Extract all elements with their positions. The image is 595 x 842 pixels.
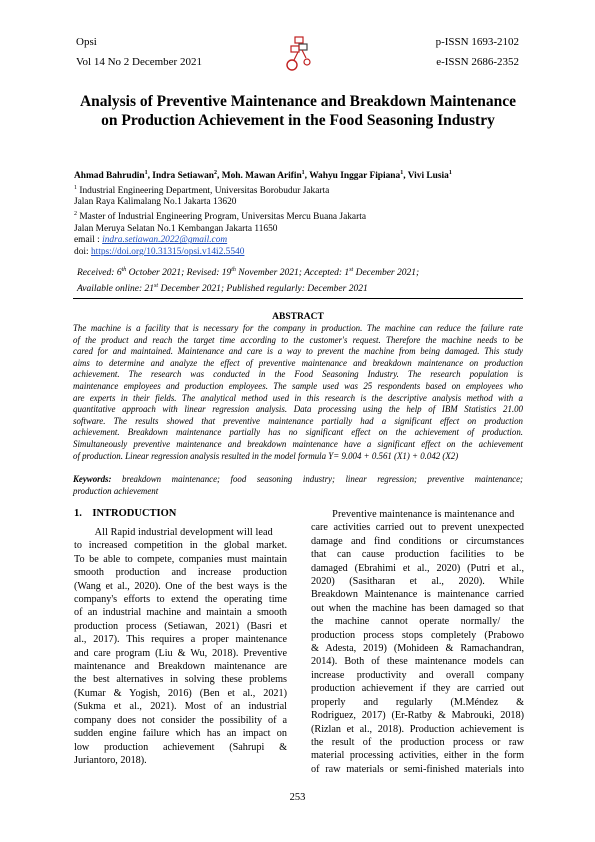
author-affiliation-mark: 2	[214, 170, 218, 176]
body-text-line: (Rizlan et al., 2018). Production achievement is	[311, 723, 524, 735]
body-text-line: material processing activities, either in the form	[311, 750, 524, 762]
author-affiliation-mark: 1	[448, 170, 452, 176]
body-text-line: Rodriguez, 2017) (Er-Ratby & Mabrouki, 2018)	[311, 710, 524, 722]
author-name: Indra Setiawan	[152, 171, 215, 182]
affiliation-number: 2	[74, 211, 77, 218]
abstract-line: cared for and maintained. Maintenance and care is a way to prevent the machine from being damaged. This study	[73, 346, 523, 357]
body-text-line: maintenance and Breakdown maintenance are	[74, 661, 287, 673]
electronic-issn: e-ISSN 2686-2352	[436, 56, 519, 68]
body-text-line: the best alternatives in solving these problems	[74, 674, 287, 686]
body-text-line: (Kumar & Yogish, 2016) (Ben et al., 2021)	[74, 687, 287, 699]
body-text-line: out when the machine has been damaged so that	[311, 602, 524, 614]
abstract-line: are experts in their fields. The analytical method used in this research is the descriptive analysis method with a	[73, 392, 523, 403]
abstract-line: quantitative approach with linear regression analysis. Data processing using the help of IBM Statistics 21.00	[73, 404, 523, 415]
date-suffix: th	[231, 267, 236, 273]
date-text: October 2021; Revised: 19	[126, 268, 232, 279]
body-text-line: 2020) (Sasitharan et al., 2020). While	[311, 576, 524, 588]
abstract-heading: ABSTRACT	[272, 312, 324, 322]
authors-block	[74, 168, 524, 259]
date-text: Received: 6	[77, 268, 122, 279]
keywords-text: breakdown maintenance; food seasoning industry; linear regression; preventive maintenance;	[111, 474, 523, 484]
date-text: November 2021; Accepted: 1	[235, 268, 350, 279]
body-text-line: To be able to compete, companies must maintain	[74, 553, 287, 565]
keywords-line	[73, 474, 523, 486]
body-text-line: damage and find conditions or circumstances	[311, 535, 524, 547]
body-text-line: (Sukma et al., 2021). Most of an industrial	[74, 701, 287, 713]
abstract-line: of the product and reach the target time according to the customer's request. Therefore the machine needs to be	[73, 334, 523, 345]
abstract-line: aims to determine and analyze the effect of preventive maintenance and breakdown maintenance on production	[73, 357, 523, 368]
affiliation-2	[74, 209, 524, 224]
body-text-line: of an industrial machine and maintain a smooth	[74, 607, 287, 619]
abstract-line: software. The results showed that preventive maintenance partially had a significant effect on production	[73, 415, 523, 426]
affiliation-1	[74, 183, 524, 198]
body-text-line: properly and regularly (M.Méndez &	[311, 696, 524, 708]
author-name: Ahmad Bahrudin	[74, 171, 145, 182]
body-text-line: and care program (Liu & Wu, 2018). Preventive	[74, 647, 287, 659]
body-text-line: Juriantoro, 2018).	[74, 754, 147, 766]
author-affiliation-mark: 1	[400, 170, 404, 176]
body-text-line: & Adesta, 2019) (Mohideen & Ramachandran,	[311, 643, 524, 655]
author-separator: ,	[403, 171, 408, 182]
journal-logo-icon	[282, 34, 314, 79]
body-text-line: company's efforts to extend the operating time	[74, 594, 287, 606]
email-line	[74, 235, 524, 247]
body-text-line: of raw materials or semi-finished materials into	[311, 763, 524, 775]
body-text-line: increase productivity and overall company	[311, 669, 524, 681]
abstract-line: The machine is a facility that is necessary for the company in production. The machine can reduce the failure rate	[73, 323, 523, 333]
body-text-line: (Wang et al., 2020). One of the best ways is the	[74, 580, 287, 592]
body-text-line: 2014). Both of these maintenance models can	[311, 656, 524, 668]
abstract-line: achievement. The research was conducted in the Food Seasoning Industry. The research population is	[73, 369, 523, 380]
date-text: Available online: 21	[77, 283, 155, 294]
affiliation-number: 1	[74, 184, 77, 191]
print-issn: p-ISSN 1693-2102	[435, 36, 519, 48]
date-text: December 2021; Published regularly: December 2021	[158, 283, 368, 294]
affiliation-1-address: Jalan Raya Kalimalang No.1 Jakarta 13620	[74, 197, 237, 208]
body-text-line: Breakdown Maintenance is maintenance carried	[311, 589, 524, 601]
body-text-line: low production achievement (Sahrupi &	[74, 741, 287, 753]
abstract-line: maintenance employees and production employees. The sample used was 25 respondents based on employees who	[73, 380, 523, 391]
section-heading: 1. INTRODUCTION	[74, 508, 177, 519]
author-name: Vivi Lusia	[407, 171, 449, 182]
affiliation-text: Master of Industrial Engineering Program, Universitas Mercu Buana Jakarta	[79, 212, 366, 223]
received-revised-accepted	[77, 264, 527, 280]
doi-link[interactable]: https://doi.org/10.31315/opsi.v14i2.5540	[90, 246, 245, 257]
keywords-label: Keywords:	[73, 474, 112, 484]
volume-info: Vol 14 No 2 December 2021	[76, 56, 202, 68]
journal-name: Opsi	[76, 36, 97, 48]
right-column	[311, 508, 524, 776]
publication-dates	[77, 264, 527, 295]
doi-line	[74, 247, 524, 259]
author-affiliation-mark: 1	[301, 170, 305, 176]
keywords	[73, 474, 523, 497]
affiliation-text: Industrial Engineering Department, Universitas Borobudur Jakarta	[79, 185, 330, 196]
affiliation-2-address: Jalan Meruya Selatan No.1 Kembangan Jakarta 11650	[74, 223, 278, 234]
date-suffix: th	[121, 267, 127, 273]
page-number: 253	[289, 792, 306, 803]
body-text-line: company does not consider the possibility of a	[74, 714, 287, 726]
body-text-line: care activities carried out to prevent unexpected	[311, 522, 524, 534]
body-text-line: sudden engine failure which has an impact on	[74, 728, 287, 740]
doi-label: doi:	[74, 246, 91, 257]
body-text-line: the machine cannot operate normally/ the	[311, 616, 524, 628]
abstract-line: of production. Linear regression analysis resulted in the model formula Y= 9.004 + 0.561 (X1) + 0.042 (X2)	[73, 450, 459, 461]
body-text-line: production achievement if they are carried out	[311, 683, 524, 695]
keywords-line: production achievement	[73, 485, 159, 496]
abstract-body	[73, 323, 523, 462]
divider	[73, 298, 523, 299]
author-name: Moh. Mawan Arifin	[221, 171, 302, 182]
body-text-line: production process (Setiawan, 2021) (Basri et	[74, 620, 287, 632]
email-link[interactable]: indra.setiawan.2022@gmail.com	[102, 235, 228, 246]
body-text-line: damaged (Ebrahimi et al., 2020) (Putri et al.,	[311, 562, 524, 574]
author-affiliation-mark: 1	[144, 170, 148, 176]
paper-title	[72, 92, 524, 130]
abstract-line: Simultaneously preventive maintenance and breakdown maintenance have a significant effect on the achievement	[73, 438, 523, 449]
date-text: December 2021;	[353, 268, 420, 279]
body-text-line: that can cause production facilities to be	[311, 549, 524, 561]
body-text-line: to increased competition in the global market.	[74, 540, 287, 552]
author-name: Wahyu Inggar Fipiana	[309, 171, 401, 182]
body-text-line: production process stops completely (Prabowo	[311, 629, 524, 641]
paper-title-line: on Production Achievement in the Food Seasoning Industry	[101, 112, 495, 129]
online-published	[77, 280, 527, 296]
author-separator: ,	[304, 171, 310, 182]
email-label: email :	[74, 235, 103, 246]
body-text-line: smooth production and increase production	[74, 567, 287, 579]
left-column	[74, 526, 287, 767]
abstract-line: achievement. Breakdown maintenance partially has no significant effect on the achievement of production.	[73, 427, 523, 438]
body-text-line: al., 2017). This requires a proper maintenance	[74, 634, 287, 646]
date-suffix: st	[154, 282, 159, 289]
date-suffix: st	[349, 267, 354, 273]
body-text-line: Preventive maintenance is maintenance and	[311, 509, 515, 520]
body-text-line: All Rapid industrial development will lead	[74, 527, 273, 538]
body-text-line: the result of the production process or raw	[311, 736, 524, 748]
author-separator: ,	[147, 171, 153, 182]
author-separator: ,	[217, 171, 222, 182]
paper-title-line: Analysis of Preventive Maintenance and Breakdown Maintenance	[79, 93, 516, 110]
author-list	[74, 168, 524, 183]
